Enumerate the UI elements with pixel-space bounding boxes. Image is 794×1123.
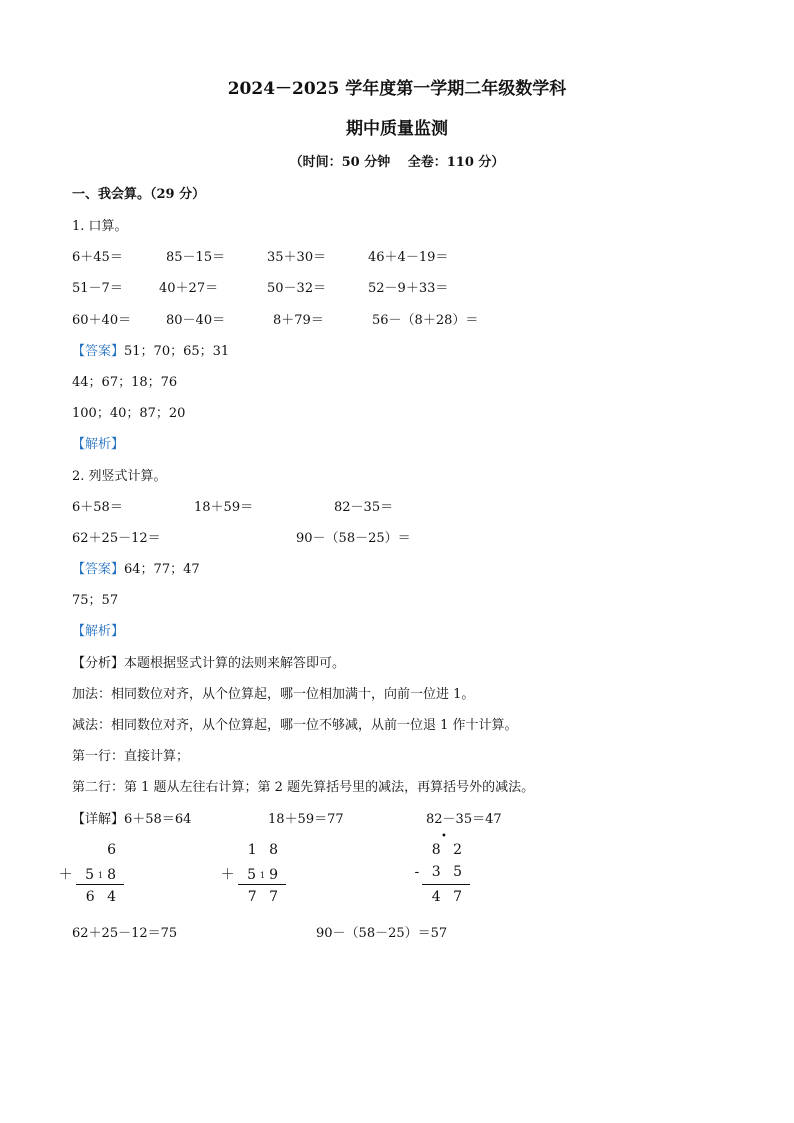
- sum-line: [238, 884, 286, 885]
- bottom-number: ＋ 518: [58, 867, 120, 883]
- result-number: 4 7: [431, 889, 466, 905]
- difference-line: [422, 884, 470, 885]
- analysis-text: 【分析】本题根据竖式计算的法则来解答即可。: [72, 656, 346, 671]
- subtraction-rule: 减法：相同数位对齐，从个位算起，哪一位不够减，从前一位退 1 作十计算。: [72, 718, 518, 733]
- borrow-dot-icon: •: [441, 831, 447, 842]
- detail-equation: 82－35＝47: [426, 812, 502, 827]
- vertical-calc: 90－（58－25）＝: [296, 531, 411, 546]
- oral-calc: 85－15＝: [166, 250, 226, 265]
- question-1-label: 1. 口算。: [72, 219, 128, 234]
- vertical-calc: 82－35＝: [334, 500, 394, 515]
- oral-calc: 6＋45＝: [72, 250, 123, 265]
- carry-mark: 1: [97, 871, 108, 880]
- detail-equation: 18＋59＝77: [268, 812, 344, 827]
- final-equation: 90－（58－25）＝57: [316, 926, 448, 941]
- carry-mark: 1: [259, 871, 270, 880]
- oral-calc: 40＋27＝: [159, 281, 219, 296]
- answer-line: 75；57: [72, 593, 119, 608]
- exam-info: （时间：50 分钟 全卷：110 分）: [289, 155, 505, 170]
- final-equation: 62＋25－12＝75: [72, 926, 178, 941]
- top-number: 6: [107, 842, 120, 858]
- oral-calc: 50－32＝: [267, 281, 327, 296]
- oral-calc: 56－（8＋28）＝: [372, 313, 479, 328]
- oral-calc: 8＋79＝: [273, 313, 324, 328]
- section-heading: 一、我会算。（29 分）: [72, 187, 206, 202]
- answer-tag: 【答案】: [72, 562, 125, 577]
- vertical-calc: 62＋25－12＝: [72, 531, 161, 546]
- answer-line: 【答案】64；77；47: [72, 562, 200, 577]
- oral-calc: 51－7＝: [72, 281, 123, 296]
- detail-line: 【详解】6＋58＝64: [72, 812, 192, 827]
- result-number: 7 7: [247, 889, 282, 905]
- vertical-calc: 6＋58＝: [72, 500, 123, 515]
- answer-line: 100；40；87；20: [72, 406, 186, 421]
- bottom-number: - 3 5: [414, 864, 466, 880]
- oral-calc: 80－40＝: [166, 313, 226, 328]
- sum-line: [76, 884, 124, 885]
- answer-line: 44；67；18；76: [72, 375, 178, 390]
- analysis-tag: 【解析】: [72, 624, 125, 639]
- vertical-calculation-2: [220, 840, 282, 910]
- row-two-note: 第二行：第 1 题从左往右计算；第 2 题先算括号里的减法，再算括号外的减法。: [72, 780, 535, 795]
- top-number: 8 2: [431, 842, 466, 858]
- answer-tag: 【答案】: [72, 344, 125, 359]
- oral-calc: 46＋4－19＝: [368, 250, 449, 265]
- result-number: 6 4: [85, 889, 120, 905]
- row-one-note: 第一行：直接计算；: [72, 749, 190, 764]
- vertical-calculation-1: [58, 840, 120, 910]
- question-2-label: 2. 列竖式计算。: [72, 469, 167, 484]
- vertical-calc: 18＋59＝: [194, 500, 254, 515]
- addition-rule: 加法：相同数位对齐，从个位算起，哪一位相加满十，向前一位进 1。: [72, 687, 475, 702]
- vertical-calculation-3: [414, 831, 466, 910]
- oral-calc: 52－9＋33＝: [368, 281, 449, 296]
- oral-calc: 60＋40＝: [72, 313, 132, 328]
- page-subtitle: 期中质量监测: [346, 119, 448, 139]
- top-number: 1 8: [247, 842, 282, 858]
- analysis-tag: 【解析】: [72, 437, 125, 452]
- bottom-number: ＋ 519: [220, 867, 282, 883]
- page-title: 2024－2025 学年度第一学期二年级数学科: [227, 79, 567, 99]
- oral-calc: 35＋30＝: [267, 250, 327, 265]
- answer-line: 【答案】51；70；65；31: [72, 344, 230, 359]
